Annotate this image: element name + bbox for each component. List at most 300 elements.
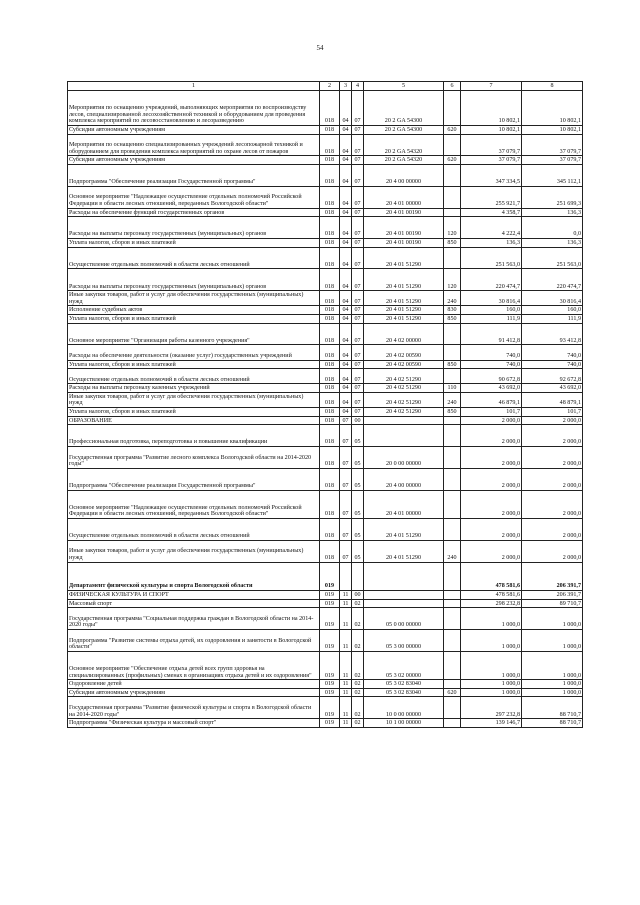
- row-name: Подпрограмма "Физическая культура и массовый спорт": [68, 719, 320, 728]
- row-name: Основное мероприятие "Надлежащее осуществление отдельных полномочий Российской Федерации в области лесных отношений, переданных Вологодской области": [68, 186, 320, 208]
- row-amount-year-1: 1 000,0: [461, 680, 522, 689]
- table-row: [68, 468, 583, 490]
- row-amount-year-2: 220 474,7: [522, 269, 583, 291]
- row-section-code: 04: [340, 186, 352, 208]
- row-amount-year-2: 1 000,0: [522, 608, 583, 630]
- row-amount-year-1: 2 000,0: [461, 447, 522, 469]
- row-amount-year-2: 2 000,0: [522, 416, 583, 425]
- row-section-code: 04: [340, 384, 352, 393]
- table-row: [68, 208, 583, 217]
- row-name: Субсидии автономным учреждениям: [68, 156, 320, 165]
- table-row: [68, 599, 583, 608]
- table-row: [68, 217, 583, 239]
- table-row: [68, 490, 583, 518]
- row-amount-year-2: 251 699,3: [522, 186, 583, 208]
- row-amount-year-2: 345 112,1: [522, 164, 583, 186]
- row-section-code: 04: [340, 345, 352, 360]
- row-section-code: 04: [340, 91, 352, 126]
- row-section-code: 04: [340, 306, 352, 315]
- row-name: Департамент физической культуры и спорта Вологодской области: [68, 562, 320, 590]
- column-header-4: 4: [352, 82, 364, 91]
- row-amount-year-1: 91 412,8: [461, 323, 522, 345]
- row-section-code: 11: [340, 697, 352, 719]
- row-name: Основное мероприятие "Обеспечение отдыха детей всех групп здоровья на специализированных (профильных) сменах в организациях отдыха детей и их оздоровления": [68, 651, 320, 679]
- row-ministry-code: 018: [320, 306, 340, 315]
- row-subsection-code: 02: [352, 630, 364, 652]
- row-target-article: 20 4 01 00000: [364, 490, 444, 518]
- table-row: [68, 164, 583, 186]
- row-expense-type: [444, 416, 461, 425]
- row-amount-year-1: 2 000,0: [461, 490, 522, 518]
- row-section-code: 04: [340, 238, 352, 247]
- page-number: 54: [316, 44, 324, 52]
- row-amount-year-1: 220 474,7: [461, 269, 522, 291]
- row-name: Субсидии автономным учреждениям: [68, 688, 320, 697]
- row-section-code: 04: [340, 392, 352, 407]
- row-name: Иные закупки товаров, работ и услуг для обеспечения государственных (муниципальных) нужд: [68, 540, 320, 562]
- row-target-article: 20 4 02 51290: [364, 392, 444, 407]
- row-amount-year-1: 43 692,0: [461, 384, 522, 393]
- row-subsection-code: 05: [352, 468, 364, 490]
- row-subsection-code: 05: [352, 447, 364, 469]
- row-expense-type: [444, 323, 461, 345]
- row-target-article: 20 4 02 51290: [364, 369, 444, 384]
- table-row: [68, 291, 583, 306]
- row-amount-year-1: 111,9: [461, 314, 522, 323]
- table-row: [68, 323, 583, 345]
- row-subsection-code: 07: [352, 247, 364, 269]
- row-subsection-code: 05: [352, 425, 364, 447]
- row-target-article: 20 0 00 00000: [364, 447, 444, 469]
- row-amount-year-2: 2 000,0: [522, 540, 583, 562]
- row-target-article: 20 4 02 51290: [364, 408, 444, 417]
- row-subsection-code: 07: [352, 269, 364, 291]
- row-amount-year-2: 88 710,7: [522, 697, 583, 719]
- row-target-article: 20 2 GA 54300: [364, 126, 444, 135]
- table-row: [68, 447, 583, 469]
- row-section-code: 07: [340, 425, 352, 447]
- row-section-code: 11: [340, 719, 352, 728]
- row-ministry-code: 018: [320, 314, 340, 323]
- row-amount-year-2: 0,0: [522, 217, 583, 239]
- row-target-article: 20 4 01 51290: [364, 540, 444, 562]
- row-name: Основное мероприятие "Надлежащее осуществление отдельных полномочий Российской Федерации в области лесных отношений, переданных Вологодской области": [68, 490, 320, 518]
- table-row: [68, 562, 583, 590]
- row-subsection-code: 02: [352, 697, 364, 719]
- row-target-article: 20 4 02 51290: [364, 384, 444, 393]
- row-amount-year-2: 1 000,0: [522, 680, 583, 689]
- row-subsection-code: 07: [352, 392, 364, 407]
- row-name: Государственная программа "Развитие физической культуры и спорта в Вологодской области на 2014-2020 годы": [68, 697, 320, 719]
- row-target-article: 20 4 01 51290: [364, 519, 444, 541]
- row-amount-year-2: 206 391,7: [522, 562, 583, 590]
- table-row: [68, 91, 583, 126]
- row-amount-year-1: 30 816,4: [461, 291, 522, 306]
- row-name: Профессиональная подготовка, переподготовка и повышение квалификации: [68, 425, 320, 447]
- row-expense-type: 120: [444, 269, 461, 291]
- row-target-article: 05 3 02 00000: [364, 651, 444, 679]
- row-amount-year-2: 43 692,0: [522, 384, 583, 393]
- table-row: [68, 425, 583, 447]
- row-ministry-code: 018: [320, 468, 340, 490]
- row-name: Основное мероприятие "Организация работы казенного учреждения": [68, 323, 320, 345]
- row-ministry-code: 018: [320, 269, 340, 291]
- row-subsection-code: 02: [352, 608, 364, 630]
- row-section-code: 04: [340, 156, 352, 165]
- row-expense-type: [444, 369, 461, 384]
- row-target-article: 20 4 00 00000: [364, 164, 444, 186]
- row-amount-year-1: 2 000,0: [461, 519, 522, 541]
- row-expense-type: [444, 134, 461, 156]
- table-row: [68, 306, 583, 315]
- row-name: Подпрограмма "Обеспечение реализации Государственной программы": [68, 164, 320, 186]
- row-target-article: [364, 416, 444, 425]
- column-header-8: 8: [522, 82, 583, 91]
- column-header-3: 3: [340, 82, 352, 91]
- row-section-code: 11: [340, 591, 352, 600]
- row-section-code: 07: [340, 468, 352, 490]
- row-subsection-code: 07: [352, 345, 364, 360]
- row-expense-type: [444, 591, 461, 600]
- row-expense-type: 620: [444, 126, 461, 135]
- row-section-code: 11: [340, 608, 352, 630]
- row-name: Подпрограмма "Обеспечение реализации Государственной программы": [68, 468, 320, 490]
- row-name: Подпрограмма "Развитие системы отдыха детей, их оздоровления и занятости в Вологодской области": [68, 630, 320, 652]
- row-target-article: 20 4 02 00000: [364, 323, 444, 345]
- row-target-article: 20 2 GA 54300: [364, 91, 444, 126]
- row-name: Иные закупки товаров, работ и услуг для обеспечения государственных (муниципальных) нужд: [68, 291, 320, 306]
- row-subsection-code: 02: [352, 680, 364, 689]
- row-amount-year-2: 136,3: [522, 208, 583, 217]
- row-target-article: 20 2 GA 54320: [364, 156, 444, 165]
- row-subsection-code: 05: [352, 519, 364, 541]
- row-target-article: [364, 599, 444, 608]
- row-amount-year-1: 4 222,4: [461, 217, 522, 239]
- row-amount-year-1: 740,0: [461, 360, 522, 369]
- row-subsection-code: 07: [352, 369, 364, 384]
- row-amount-year-1: 46 879,1: [461, 392, 522, 407]
- row-target-article: [364, 425, 444, 447]
- row-expense-type: [444, 697, 461, 719]
- row-subsection-code: 02: [352, 599, 364, 608]
- table-row: [68, 247, 583, 269]
- row-subsection-code: 07: [352, 186, 364, 208]
- row-ministry-code: 018: [320, 416, 340, 425]
- table-row: [68, 591, 583, 600]
- row-section-code: 04: [340, 126, 352, 135]
- row-target-article: 20 4 01 51290: [364, 269, 444, 291]
- row-ministry-code: 019: [320, 562, 340, 590]
- row-amount-year-1: 2 000,0: [461, 416, 522, 425]
- table-row: [68, 651, 583, 679]
- row-section-code: 07: [340, 540, 352, 562]
- row-ministry-code: 018: [320, 164, 340, 186]
- table-row: [68, 269, 583, 291]
- row-section-code: 11: [340, 688, 352, 697]
- row-subsection-code: 07: [352, 134, 364, 156]
- column-header-6: 6: [444, 82, 461, 91]
- table-row: [68, 360, 583, 369]
- row-amount-year-1: 101,7: [461, 408, 522, 417]
- row-ministry-code: 018: [320, 490, 340, 518]
- row-expense-type: [444, 519, 461, 541]
- row-section-code: 04: [340, 360, 352, 369]
- row-expense-type: [444, 680, 461, 689]
- row-expense-type: [444, 719, 461, 728]
- row-name: Оздоровление детей: [68, 680, 320, 689]
- row-subsection-code: 07: [352, 217, 364, 239]
- row-section-code: 04: [340, 269, 352, 291]
- row-target-article: 20 4 01 51290: [364, 306, 444, 315]
- row-section-code: 07: [340, 519, 352, 541]
- row-section-code: 04: [340, 164, 352, 186]
- row-section-code: 04: [340, 291, 352, 306]
- row-name: Уплата налогов, сборов и иных платежей: [68, 360, 320, 369]
- row-expense-type: 240: [444, 291, 461, 306]
- row-amount-year-1: 297 232,8: [461, 697, 522, 719]
- row-amount-year-2: 251 563,0: [522, 247, 583, 269]
- row-expense-type: [444, 651, 461, 679]
- table-row: [68, 314, 583, 323]
- row-amount-year-1: 478 581,6: [461, 562, 522, 590]
- row-name: Государственная программа "Развитие лесного комплекса Вологодской области на 2014-2020 годы": [68, 447, 320, 469]
- row-expense-type: [444, 208, 461, 217]
- row-ministry-code: 018: [320, 126, 340, 135]
- table-row: [68, 408, 583, 417]
- row-name: Массовый спорт: [68, 599, 320, 608]
- row-amount-year-2: 30 816,4: [522, 291, 583, 306]
- row-expense-type: [444, 91, 461, 126]
- row-amount-year-2: 2 000,0: [522, 425, 583, 447]
- row-subsection-code: 05: [352, 540, 364, 562]
- row-subsection-code: 02: [352, 688, 364, 697]
- row-ministry-code: 019: [320, 719, 340, 728]
- table-row: [68, 345, 583, 360]
- row-amount-year-2: 2 000,0: [522, 447, 583, 469]
- row-target-article: 20 4 01 00190: [364, 208, 444, 217]
- column-header-7: 7: [461, 82, 522, 91]
- row-name: Расходы на обеспечение деятельности (оказание услуг) государственных учреждений: [68, 345, 320, 360]
- row-amount-year-1: 2 000,0: [461, 540, 522, 562]
- table-row: [68, 126, 583, 135]
- row-ministry-code: 019: [320, 599, 340, 608]
- row-ministry-code: 018: [320, 369, 340, 384]
- row-amount-year-2: 111,9: [522, 314, 583, 323]
- row-ministry-code: 018: [320, 447, 340, 469]
- row-section-code: 04: [340, 323, 352, 345]
- row-amount-year-1: 37 079,7: [461, 134, 522, 156]
- row-amount-year-2: 740,0: [522, 345, 583, 360]
- row-target-article: 20 4 01 51290: [364, 247, 444, 269]
- row-amount-year-1: 90 672,8: [461, 369, 522, 384]
- row-expense-type: 120: [444, 217, 461, 239]
- row-amount-year-1: 2 000,0: [461, 425, 522, 447]
- row-amount-year-1: 1 000,0: [461, 608, 522, 630]
- row-name: ОБРАЗОВАНИЕ: [68, 416, 320, 425]
- row-target-article: 20 4 01 00190: [364, 217, 444, 239]
- table-row: [68, 238, 583, 247]
- row-ministry-code: 018: [320, 291, 340, 306]
- row-amount-year-2: 2 000,0: [522, 490, 583, 518]
- row-section-code: 04: [340, 208, 352, 217]
- row-target-article: 05 3 02 83040: [364, 688, 444, 697]
- row-amount-year-1: 1 000,0: [461, 630, 522, 652]
- row-target-article: 20 4 02 00590: [364, 360, 444, 369]
- row-section-code: 11: [340, 599, 352, 608]
- row-expense-type: [444, 468, 461, 490]
- row-amount-year-2: 101,7: [522, 408, 583, 417]
- row-name: Уплата налогов, сборов и иных платежей: [68, 314, 320, 323]
- row-amount-year-2: 1 000,0: [522, 630, 583, 652]
- row-amount-year-1: 478 581,6: [461, 591, 522, 600]
- row-ministry-code: 018: [320, 323, 340, 345]
- row-amount-year-1: 136,3: [461, 238, 522, 247]
- row-name: Осуществление отдельных полномочий в области лесных отношений: [68, 247, 320, 269]
- table-row: [68, 697, 583, 719]
- row-ministry-code: 018: [320, 360, 340, 369]
- row-expense-type: [444, 164, 461, 186]
- row-amount-year-2: 92 672,8: [522, 369, 583, 384]
- row-amount-year-2: 740,0: [522, 360, 583, 369]
- row-ministry-code: 019: [320, 697, 340, 719]
- row-amount-year-1: 251 563,0: [461, 247, 522, 269]
- row-subsection-code: 07: [352, 208, 364, 217]
- row-section-code: 11: [340, 651, 352, 679]
- row-subsection-code: 02: [352, 719, 364, 728]
- table-row: [68, 608, 583, 630]
- row-ministry-code: 019: [320, 688, 340, 697]
- table-row: [68, 384, 583, 393]
- row-amount-year-2: 89 710,7: [522, 599, 583, 608]
- row-target-article: 05 3 02 83040: [364, 680, 444, 689]
- row-expense-type: [444, 186, 461, 208]
- row-amount-year-2: 10 802,1: [522, 91, 583, 126]
- row-section-code: 11: [340, 630, 352, 652]
- row-amount-year-2: 37 079,7: [522, 156, 583, 165]
- row-amount-year-1: 1 000,0: [461, 688, 522, 697]
- table-row: [68, 134, 583, 156]
- row-section-code: 04: [340, 408, 352, 417]
- row-amount-year-1: 4 358,7: [461, 208, 522, 217]
- row-expense-type: [444, 599, 461, 608]
- column-header-2: 2: [320, 82, 340, 91]
- row-section-code: 11: [340, 680, 352, 689]
- row-target-article: 20 4 01 00000: [364, 186, 444, 208]
- row-section-code: 04: [340, 134, 352, 156]
- row-ministry-code: 018: [320, 425, 340, 447]
- row-amount-year-2: 93 412,8: [522, 323, 583, 345]
- row-ministry-code: 019: [320, 651, 340, 679]
- row-name: Уплата налогов, сборов и иных платежей: [68, 238, 320, 247]
- row-ministry-code: 018: [320, 134, 340, 156]
- row-subsection-code: 07: [352, 306, 364, 315]
- row-name: Субсидии автономным учреждениям: [68, 126, 320, 135]
- column-header-5: 5: [364, 82, 444, 91]
- row-section-code: 04: [340, 217, 352, 239]
- row-amount-year-1: 255 921,7: [461, 186, 522, 208]
- row-name: Осуществление отдельных полномочий в области лесных отношений: [68, 519, 320, 541]
- row-amount-year-1: 10 802,1: [461, 91, 522, 126]
- row-section-code: 07: [340, 490, 352, 518]
- table-row: [68, 540, 583, 562]
- column-header-1: 1: [68, 82, 320, 91]
- table-row: [68, 688, 583, 697]
- table-row: [68, 630, 583, 652]
- row-ministry-code: 018: [320, 247, 340, 269]
- row-expense-type: 850: [444, 238, 461, 247]
- table-row: [68, 186, 583, 208]
- row-subsection-code: [352, 562, 364, 590]
- row-amount-year-1: 740,0: [461, 345, 522, 360]
- row-amount-year-2: 10 802,1: [522, 126, 583, 135]
- table-row: [68, 719, 583, 728]
- table-row: [68, 416, 583, 425]
- row-expense-type: 620: [444, 688, 461, 697]
- row-target-article: 05 3 00 00000: [364, 630, 444, 652]
- row-ministry-code: 018: [320, 91, 340, 126]
- row-amount-year-1: 160,0: [461, 306, 522, 315]
- row-expense-type: 240: [444, 540, 461, 562]
- row-subsection-code: 07: [352, 323, 364, 345]
- row-expense-type: 850: [444, 314, 461, 323]
- row-expense-type: [444, 630, 461, 652]
- row-ministry-code: 018: [320, 217, 340, 239]
- row-amount-year-2: 2 000,0: [522, 519, 583, 541]
- row-amount-year-1: 10 802,1: [461, 126, 522, 135]
- row-section-code: 07: [340, 416, 352, 425]
- table-row: [68, 369, 583, 384]
- row-target-article: 20 2 GA 54320: [364, 134, 444, 156]
- row-ministry-code: 018: [320, 408, 340, 417]
- row-subsection-code: 07: [352, 164, 364, 186]
- row-name: Осуществление отдельных полномочий в области лесных отношений: [68, 369, 320, 384]
- row-section-code: 04: [340, 369, 352, 384]
- row-amount-year-2: 2 000,0: [522, 468, 583, 490]
- row-target-article: [364, 591, 444, 600]
- row-amount-year-2: 48 879,1: [522, 392, 583, 407]
- row-amount-year-1: 37 079,7: [461, 156, 522, 165]
- row-ministry-code: 019: [320, 630, 340, 652]
- row-ministry-code: 018: [320, 208, 340, 217]
- row-name: Расходы на обеспечение функций государственных органов: [68, 208, 320, 217]
- row-expense-type: [444, 562, 461, 590]
- row-name: Расходы на выплаты персоналу казенных учреждений: [68, 384, 320, 393]
- row-name: ФИЗИЧЕСКАЯ КУЛЬТУРА И СПОРТ: [68, 591, 320, 600]
- row-subsection-code: 05: [352, 490, 364, 518]
- row-amount-year-2: 1 000,0: [522, 688, 583, 697]
- row-section-code: 04: [340, 314, 352, 323]
- row-subsection-code: 07: [352, 156, 364, 165]
- row-expense-type: [444, 247, 461, 269]
- row-name: Уплата налогов, сборов и иных платежей: [68, 408, 320, 417]
- row-expense-type: [444, 425, 461, 447]
- row-ministry-code: 019: [320, 591, 340, 600]
- row-subsection-code: 00: [352, 591, 364, 600]
- row-subsection-code: 07: [352, 314, 364, 323]
- row-ministry-code: 018: [320, 345, 340, 360]
- row-name: Исполнение судебных актов: [68, 306, 320, 315]
- row-target-article: 10 1 00 00000: [364, 719, 444, 728]
- row-target-article: 20 4 01 51290: [364, 291, 444, 306]
- row-expense-type: 240: [444, 392, 461, 407]
- row-name: Мероприятия по оснащению специализированных учреждений лесопожарной техникой и оборудованием для проведения комплекса мероприятий по охране лесов от пожаров: [68, 134, 320, 156]
- table-header-row: [68, 82, 583, 91]
- table-row: [68, 519, 583, 541]
- row-subsection-code: 00: [352, 416, 364, 425]
- row-expense-type: 110: [444, 384, 461, 393]
- row-name: Государственная программа "Социальная поддержка граждан в Вологодской области на 2014-2020 годы": [68, 608, 320, 630]
- row-subsection-code: 07: [352, 126, 364, 135]
